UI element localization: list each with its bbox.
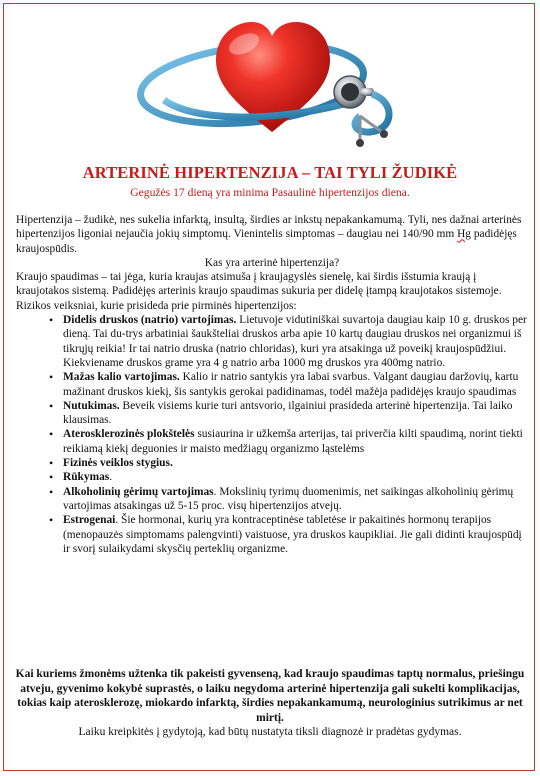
closing-bold-paragraph: Kai kuriems žmonėms užtenka tik pakeisti gyvenseną, kad kraujo spaudimas taptų normalus, priešingu atveju, gyvenimo kokybė suprastės, o laiku negydoma arterinė hipertenzija gali sukelti komplikacijas, tokias kaip aterosklerozę, miokardo infarktą, širdies nepakankamumą, neurologinius sutrikimus ar net mirtį.: [15, 668, 525, 724]
list-item: [63, 427, 528, 456]
closing-advice: Laiku kreipkitės į gydytoją, kad būtų nustatyta tiksli diagnozė ir pradėtas gydymas.: [78, 726, 462, 739]
list-item: [63, 485, 528, 514]
list-item: [63, 456, 528, 470]
intro-marked-word: Hg: [457, 228, 471, 241]
section-question: Kas yra arterinė hipertenzija?: [204, 256, 340, 269]
intro-text: Hipertenzija – žudikė, nes sukelia infarktą, insultą, širdies ar inkstų nepakankamumą. Tyli, nes dažnai arterinės hipertenzijos ligoniai nejaučia jokių simptomų. Vienintelis simptomas – daugiau nei 140/90 mm: [16, 214, 522, 241]
risk-term: Fizinės veiklos stygius.: [63, 457, 173, 470]
risk-text: .: [109, 471, 113, 484]
heart-stethoscope-icon: [124, 4, 414, 152]
risk-term: Rūkymas: [63, 471, 110, 484]
definition-paragraph: Kraujo spaudimas – tai jėga, kuria kraujas atsimuša į kraujagyslės sienelę, kai širdis išstumia kraują į kraujotakos sistemą. Padidėjęs arterinis kraujo spaudimas sukuria per didelę įtampą kraujotakos sistemoje.: [16, 271, 502, 298]
risk-text: . Šie hormonai, kurių yra kontraceptinėse tabletėse ir pakaitinės hormonų terapijos (menopauzės simptomams palengvinti) vaistuose, yra druskos kaupikliai. Jie gali didinti kraujospūdį ir svorį sulaikydami skysčių perteklių organizme.: [63, 514, 522, 555]
risk-text: Beveik visiems kurie turi antsvorio, ilgainiui prasideda arterinė hipertenzija. Tai laiko klausimas.: [63, 399, 513, 427]
intro-text-end: padidėjęs kraujospūdis.: [16, 228, 517, 255]
risk-term: Didelis druskos (natrio) vartojimas.: [63, 314, 237, 327]
heart-stethoscope-image: [124, 4, 414, 152]
intro-paragraph: [16, 213, 528, 256]
list-item: [63, 513, 528, 556]
risk-term: Nutukimas.: [63, 399, 120, 412]
risk-text: Lietuvoje vidutiniškai suvartoja daugiau kaip 10 g. druskos per dieną. Tai du-trys arbatiniai šaukšteliai druskos arba apie 10 kartų daugiau druskos nei organizmui iš tikrųjų reikia! Ir tai natrio druska (natrio chloridas), kuri yra atsakinga už poveikį kraujospūdžiui. Kiekviename druskos grame yra 4 g natrio arba 1000 mg druskos yra 400mg natrio.: [63, 314, 527, 369]
page-title: ARTERINĖ HIPERTENZIJA – TAI TYLI ŽUDIKĖ: [82, 163, 458, 182]
risk-text: susiaurina ir užkemša arterijas, tai priverčia kilti spaudimą, norint tiekti reikiamą kiekį deguonies ir maisto medžiagų organizmo ląstelėms: [63, 428, 523, 455]
list-item: [63, 313, 528, 370]
risk-term: Aterosklerozinės plokštelės: [63, 428, 195, 441]
risk-term: Mažas kalio vartojimas.: [63, 371, 180, 384]
page-subtitle: Gegužės 17 dieną yra minima Pasaulinė hipertenzijos diena.: [130, 186, 410, 199]
risk-text: Kalio ir natrio santykis yra labai svarbus. Valgant daugiau daržovių, kartu mažinant druskos kiekį, šis santykis gerokai padidinamas, todėl mažėja padidėjęs kraujo spaudimas: [63, 371, 519, 398]
risk-intro: Rizikos veiksniai, kurie prisideda prie pirminės hipertenzijos:: [16, 299, 297, 312]
list-item: [63, 399, 528, 428]
article-body: [16, 213, 528, 556]
closing-section: [14, 667, 526, 740]
list-item: [63, 470, 528, 484]
risk-term: Alkoholinių gėrimų vartojimas: [63, 485, 214, 498]
list-item: [63, 370, 528, 399]
risk-term: Estrogenai: [63, 514, 116, 527]
risk-text: . Mokslinių tyrimų duomenimis, net saikingas alkoholinių gėrimų vartojimas atsakingas už 5-15 proc. visų hipertenzijos atvejų.: [63, 485, 514, 512]
risk-factor-list: [16, 313, 528, 556]
